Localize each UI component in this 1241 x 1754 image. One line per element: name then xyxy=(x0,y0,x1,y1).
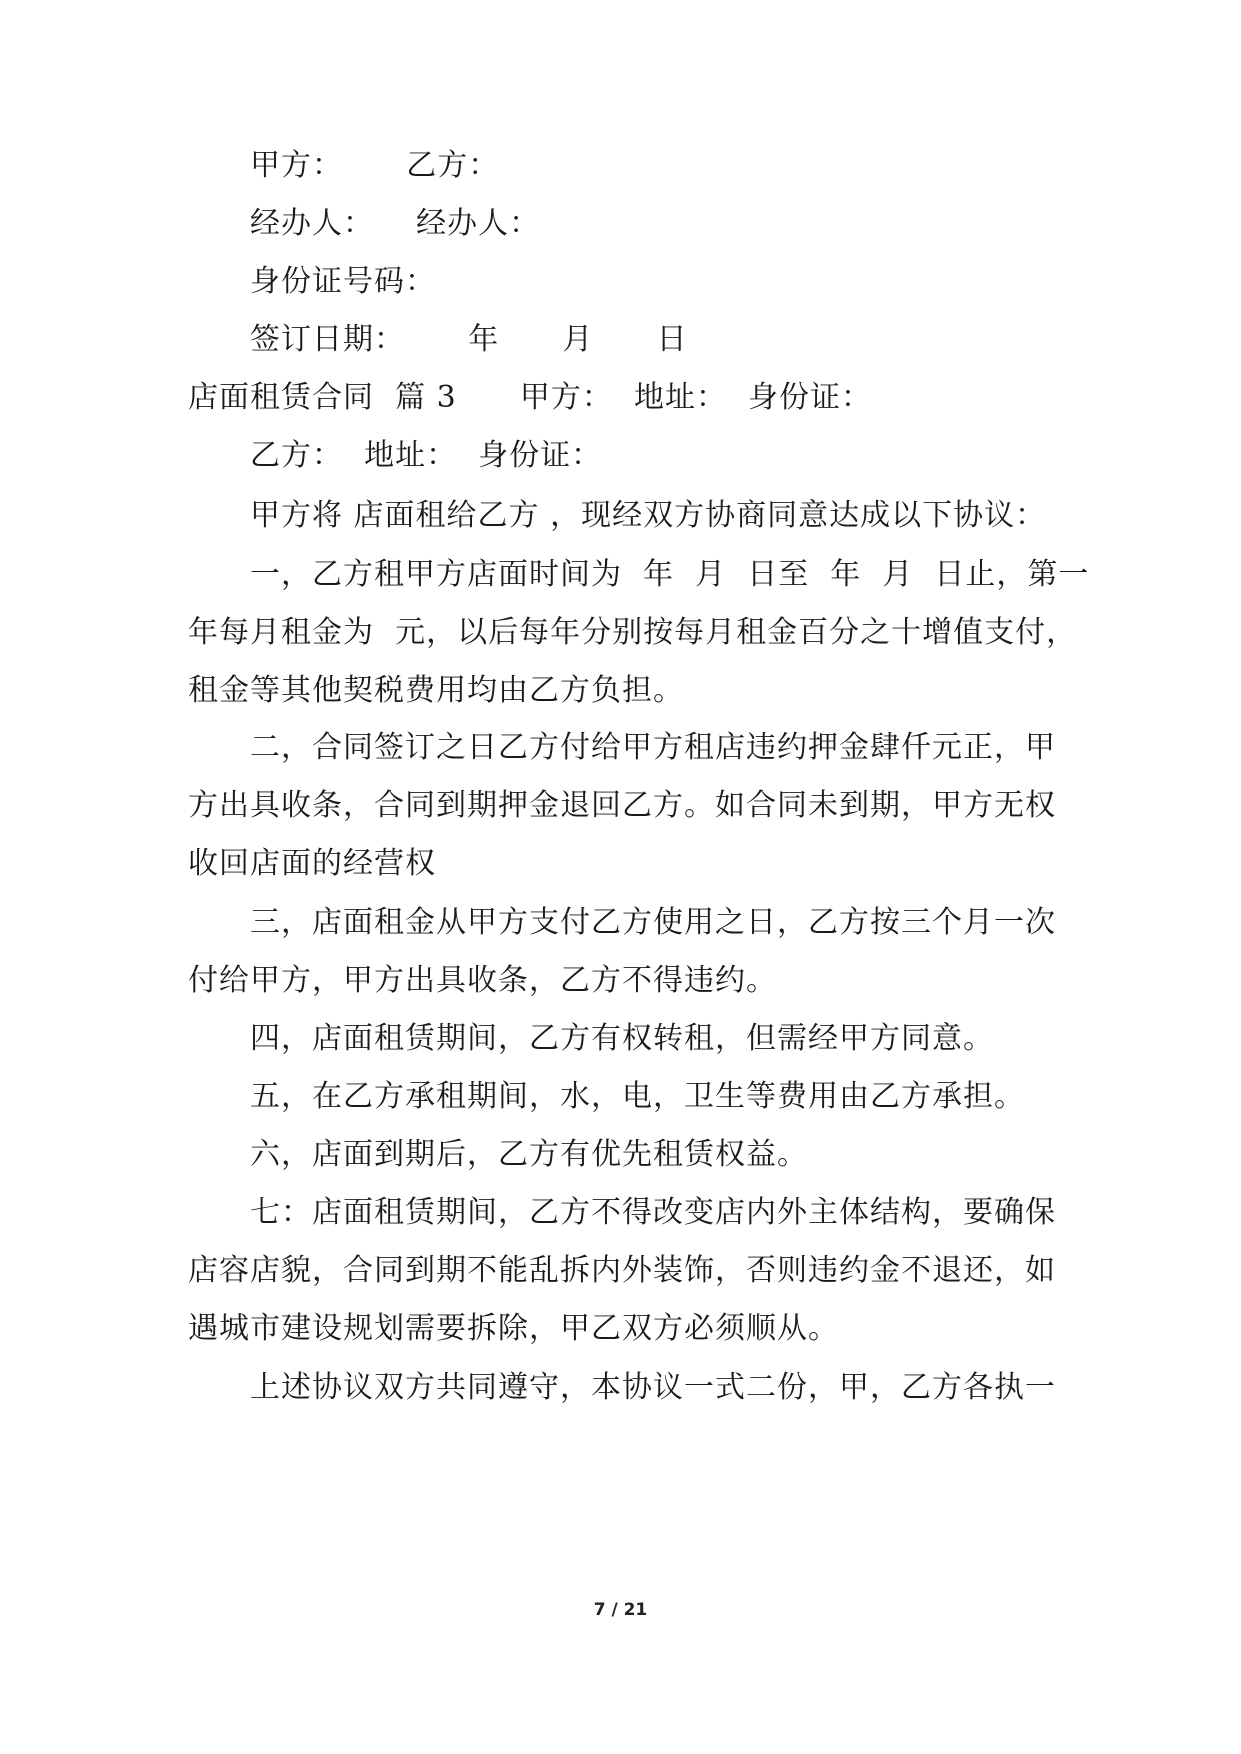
signature-date-line: 签订日期： 年 月 日 xyxy=(250,322,688,357)
clause-1-line-2: 年每月租金为 元，以后每年分别按每月租金百分之十增值支付， xyxy=(188,615,1078,650)
clause-3-line-2: 付给甲方，甲方出具收条，乙方不得违约。 xyxy=(188,963,777,998)
intro-paragraph: 甲方将 店面租给乙方 ，现经双方协商同意达成以下协议： xyxy=(250,498,1047,533)
section-heading: 店面租赁合同 篇 3 甲方： 地址： 身份证： xyxy=(188,380,873,415)
signature-agents-line: 经办人： 经办人： xyxy=(250,206,541,241)
clause-7-line-3: 遇城市建设规划需要拆除，甲乙双方必须顺从。 xyxy=(188,1311,839,1346)
clause-4: 四，店面租赁期间，乙方有权转租，但需经甲方同意。 xyxy=(250,1021,994,1056)
clause-2-line-3: 收回店面的经营权 xyxy=(188,846,436,881)
signature-id-line: 身份证号码： xyxy=(250,264,436,299)
clause-5: 五，在乙方承租期间，水，电，卫生等费用由乙方承担。 xyxy=(250,1079,1025,1114)
clause-2-line-1: 二，合同签订之日乙方付给甲方租店违约押金肆仟元正，甲 xyxy=(250,730,1056,765)
clause-6: 六，店面到期后，乙方有优先租赁权益。 xyxy=(250,1137,808,1172)
page-number: 7 / 21 xyxy=(593,1600,648,1620)
clause-7-line-2: 店容店貌，合同到期不能乱拆内外装饰，否则违约金不退还，如 xyxy=(188,1253,1056,1288)
party-b-line: 乙方： 地址： 身份证： xyxy=(250,438,603,473)
closing-line: 上述协议双方共同遵守，本协议一式二份，甲，乙方各执一 xyxy=(250,1370,1056,1405)
clause-1-line-3: 租金等其他契税费用均由乙方负担。 xyxy=(188,673,684,708)
clause-2-line-2: 方出具收条，合同到期押金退回乙方。如合同未到期，甲方无权 xyxy=(188,788,1056,823)
signature-parties-line: 甲方： 乙方： xyxy=(250,148,500,183)
clause-1-line-1: 一，乙方租甲方店面时间为 年 月 日至 年 月 日止，第一 xyxy=(250,557,1090,592)
clause-7-line-1: 七：店面租赁期间，乙方不得改变店内外主体结构，要确保 xyxy=(250,1195,1056,1230)
clause-3-line-1: 三，店面租金从甲方支付乙方使用之日，乙方按三个月一次 xyxy=(250,905,1056,940)
